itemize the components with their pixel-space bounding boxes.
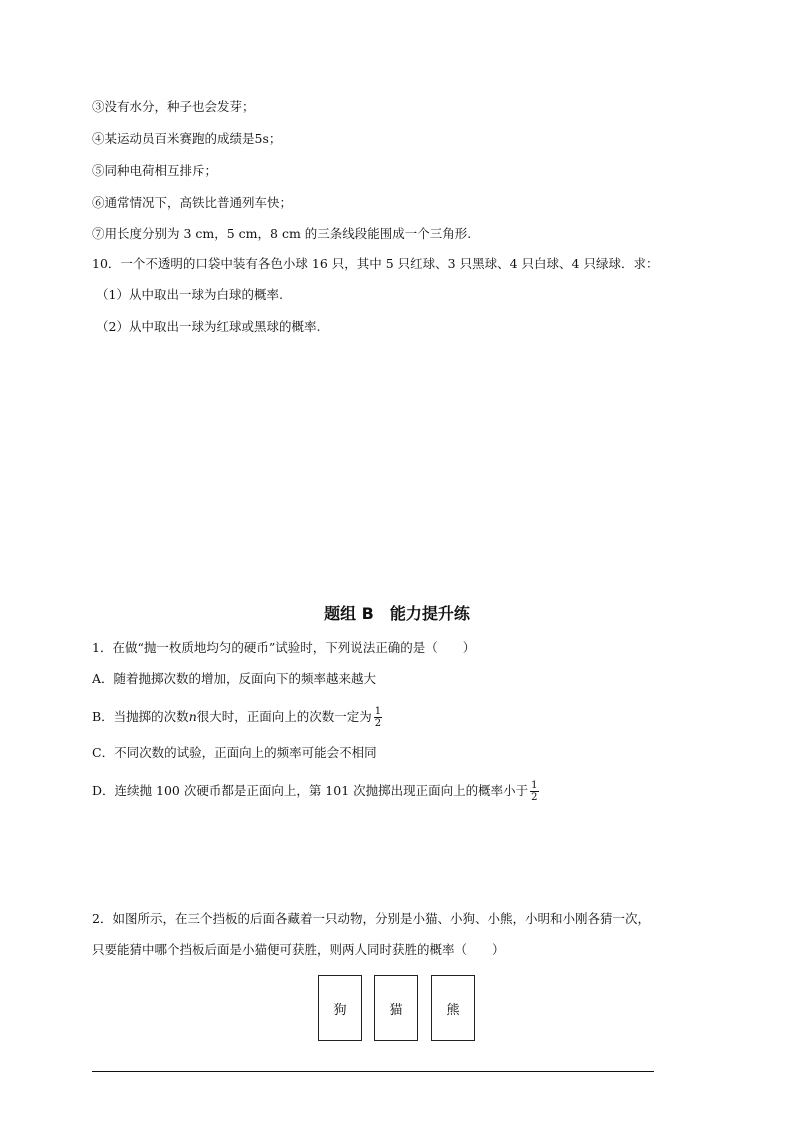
option-b-prefix: B．当抛掷的次数 [92, 709, 189, 724]
question-1-stem: 1．在做“抛一枚质地均匀的硬币”试验时，下列说法正确的是（ ） [92, 640, 476, 655]
variable-n: n [188, 709, 197, 724]
question-10-part-1: （1）从中取出一球为白球的概率. [96, 287, 283, 302]
fraction-denominator: 2 [374, 718, 382, 729]
board-cat: 猫 [374, 975, 418, 1041]
question-2-line-2: 只要能猜中哪个挡板后面是小猫便可获胜，则两人同时获胜的概率（ ） [92, 942, 505, 957]
question-1-option-b [92, 706, 382, 729]
fraction-one-half [530, 780, 538, 803]
question-1-option-a: A．随着抛掷次数的增加，反面向下的频率越来越大 [92, 671, 377, 686]
fraction-denominator: 2 [531, 792, 538, 803]
item-4: ④某运动员百米赛跑的成绩是5s； [92, 131, 282, 146]
option-d-text: D．连续抛 100 次硬币都是正面向上，第 101 次抛掷出现正面向上的概率小于 [92, 783, 529, 798]
fraction-one-half [374, 706, 382, 729]
item-5: ⑤同种电荷相互排斥； [92, 163, 218, 178]
question-2-line-1: 2．如图所示，在三个挡板的后面各藏着一只动物，分别是小猫、小狗、小熊，小明和小刚各猜一次， [92, 911, 650, 926]
board-bear: 熊 [431, 975, 475, 1041]
fraction-numerator: 1 [531, 780, 538, 791]
board-dog: 狗 [318, 975, 362, 1041]
question-1-option-c: C．不同次数的试验，正面向上的频率可能会不相同 [92, 745, 377, 760]
footer-rule [92, 1071, 654, 1072]
item-6: ⑥通常情况下，高铁比普通列车快； [92, 195, 293, 210]
section-title: 题组 B 能力提升练 [324, 604, 470, 623]
question-10-stem: 10．一个不透明的口袋中装有各色小球 16 只，其中 5 只红球、3 只黑球、4 只白球、4 只绿球．求： [92, 256, 659, 271]
item-7: ⑦用长度分别为 3 cm，5 cm，8 cm 的三条线段能围成一个三角形. [92, 226, 472, 241]
question-10-part-2: （2）从中取出一球为红球或黑球的概率. [96, 319, 321, 334]
question-1-option-d [92, 780, 539, 803]
option-b-suffix: 很大时，正面向上的次数一定为 [196, 709, 372, 724]
item-3: ③没有水分，种子也会发芽； [92, 99, 255, 114]
fraction-numerator: 1 [374, 706, 382, 717]
